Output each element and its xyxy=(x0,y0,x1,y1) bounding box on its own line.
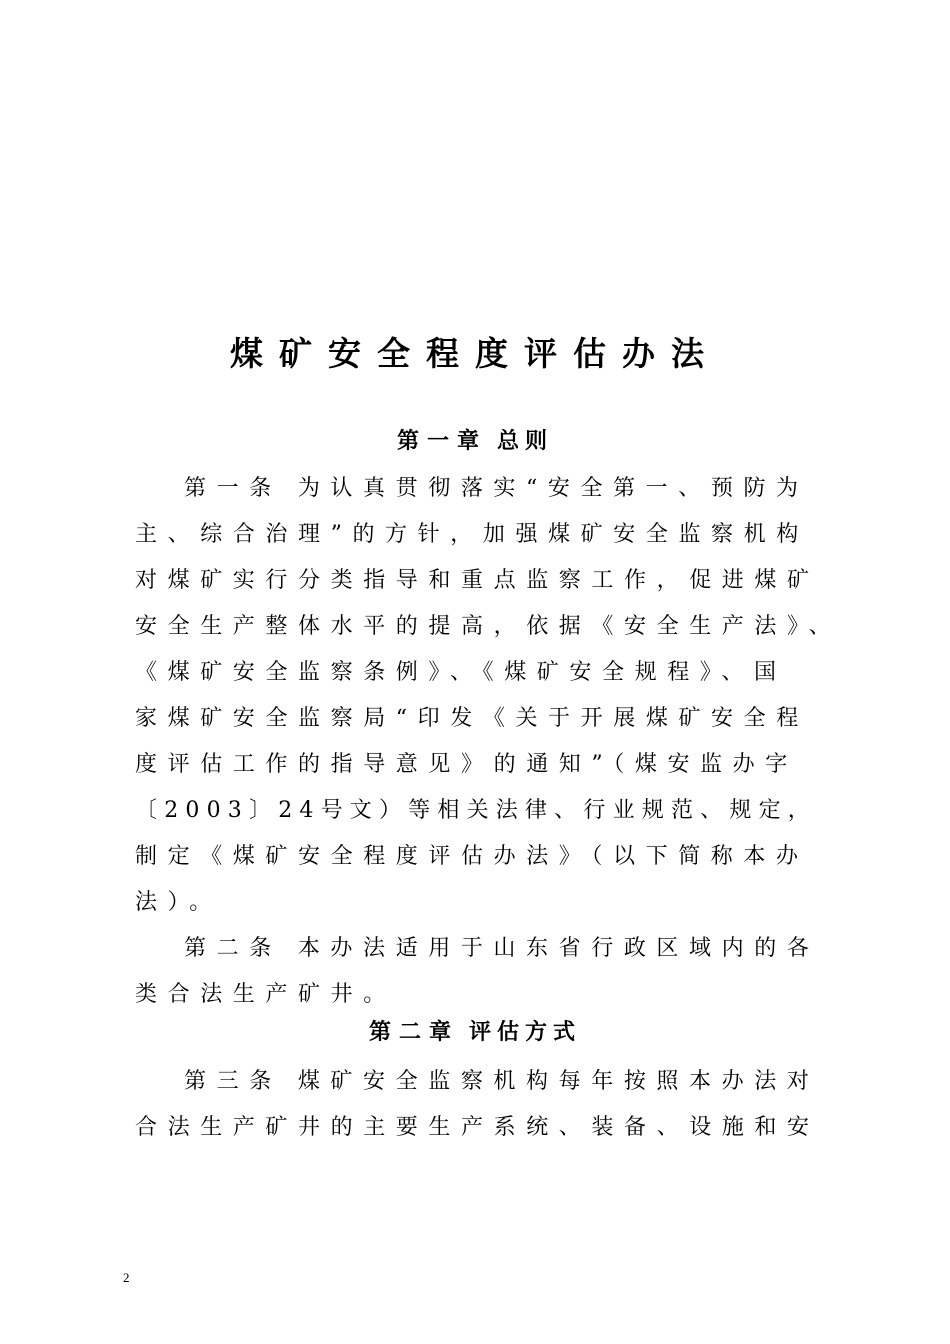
article-1-line-7: 度评估工作的指导意见》的通知”（煤安监办字 xyxy=(135,752,798,777)
article-label: 第一条 xyxy=(184,476,282,501)
chapter-name: 总则 xyxy=(497,429,554,454)
article-1-line-5: 《煤矿安全监察条例》、《煤矿安全规程》、国 xyxy=(135,660,787,685)
document-title: 煤矿安全程度评估办法 xyxy=(230,334,720,373)
article-1-line-9: 制定《煤矿安全程度评估办法》（以下简称本办 xyxy=(135,844,809,869)
chapter-number: 第二章 xyxy=(368,1020,459,1045)
article-3-line-2: 合法生产矿井的主要生产系统、装备、设施和安 xyxy=(135,1115,820,1140)
chapter-name: 评估方式 xyxy=(469,1020,582,1045)
article-1-line-2: 主、综合治理”的方针，加强煤矿安全监察机构 xyxy=(135,522,809,547)
article-2-line-2: 类合法生产矿井。 xyxy=(135,982,396,1007)
page-number: 2 xyxy=(123,1270,130,1285)
chapter-number: 第一章 xyxy=(396,429,487,454)
article-1-line-3: 对煤矿实行分类指导和重点监察工作，促进煤矿 xyxy=(135,568,820,593)
article-3-line-1: 第三条 煤矿安全监察机构每年按照本办法对 xyxy=(184,1069,820,1094)
article-1-line-1: 第一条 为认真贯彻落实“安全第一、预防为 xyxy=(184,476,809,501)
chapter-heading-2 xyxy=(0,1018,950,1048)
article-label: 第三条 xyxy=(184,1069,282,1094)
article-1-line-8: 〔2003〕24号文）等相关法律、行业规范、规定， xyxy=(135,798,817,823)
chapter-heading-1 xyxy=(0,427,950,457)
article-1-line-10: 法）。 xyxy=(135,890,222,915)
article-1-line-4: 安全生产整体水平的提高，依据《安全生产法》、 xyxy=(135,614,842,639)
article-1-line-6: 家煤矿安全监察局“印发《关于开展煤矿安全程 xyxy=(135,706,809,731)
article-label: 第二条 xyxy=(184,936,282,961)
article-2-line-1: 第二条 本办法适用于山东省行政区域内的各 xyxy=(184,936,820,961)
